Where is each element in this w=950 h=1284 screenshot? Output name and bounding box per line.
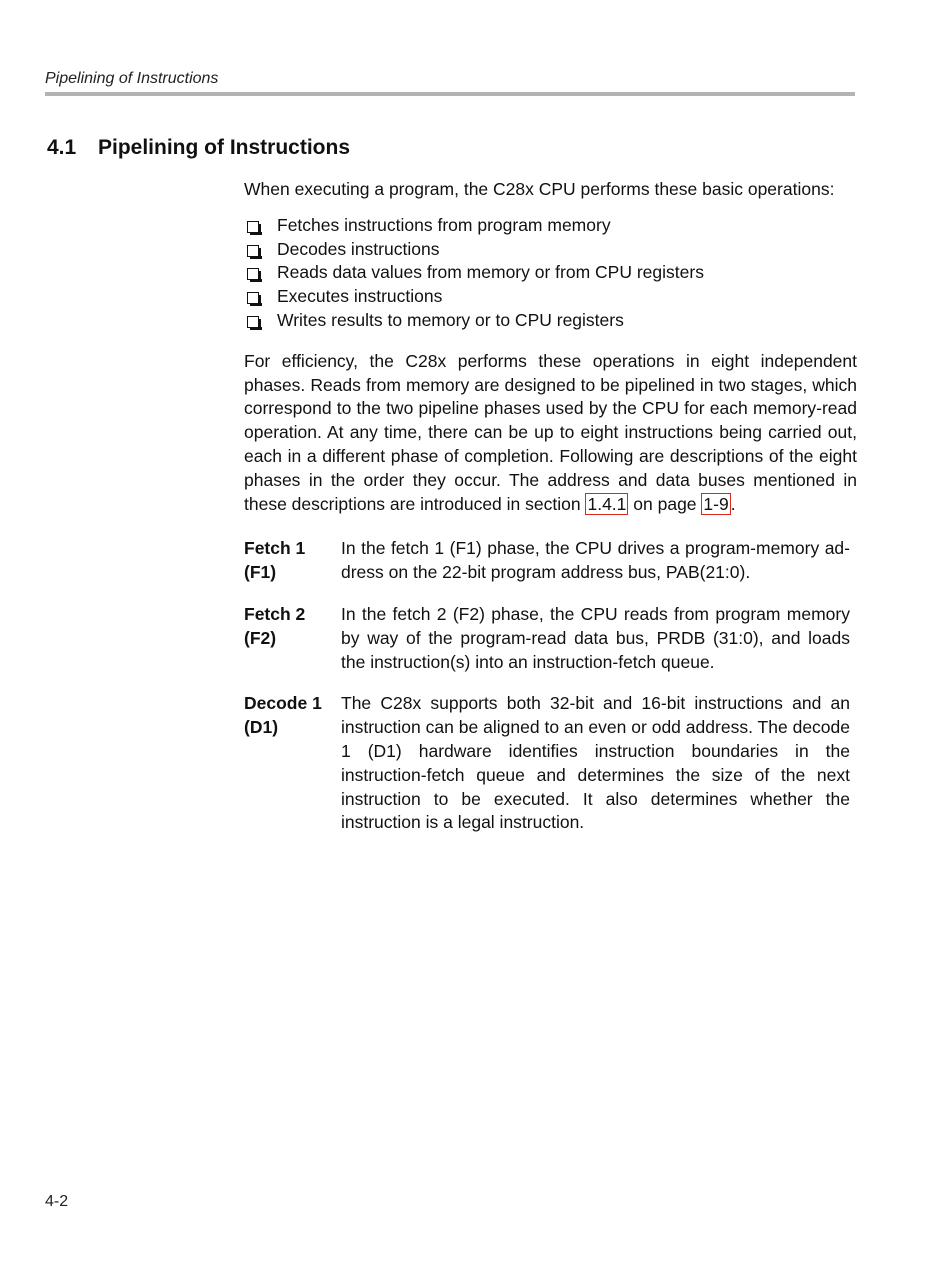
list-item-text: Reads data values from memory or from CPU registers	[277, 262, 704, 283]
phase-term-name: Fetch 2	[244, 603, 306, 624]
list-item-text: Executes instructions	[277, 286, 443, 307]
phase-description: The C28x supports both 32-bit and 16-bit instructions and an instruction can be aligned to an even or odd address. The decode 1 (D1) hardware identifies instruction boundaries in the instruction-fetch queue and determines the size of the next instruction to be executed. It also determines whether the instruction is a legal instruction.	[341, 693, 850, 833]
phase-term	[244, 603, 341, 674]
section-number: 4.1	[47, 136, 77, 159]
checkbox-bullet-icon	[247, 245, 259, 257]
phase-entry-fetch-2	[244, 603, 857, 674]
phase-entry-decode-1	[244, 692, 857, 835]
phase-term-name: Decode 1	[244, 693, 322, 714]
phase-term-abbrev: (F2)	[244, 627, 277, 648]
paragraph-end: .	[730, 493, 736, 514]
list-item	[244, 261, 857, 285]
section-body	[244, 178, 857, 835]
list-item	[244, 285, 857, 309]
checkbox-bullet-icon	[247, 316, 259, 328]
phase-entry-fetch-1	[244, 537, 857, 585]
phase-description: In the fetch 2 (F2) phase, the CPU reads from program memory by way of the program-read data bus, PRDB (31:0), and loads the instruction(s) into an instruction-fetch queue.	[341, 603, 850, 672]
paragraph-middle: on page	[633, 493, 697, 514]
operations-list	[244, 214, 857, 333]
page-number: 4-2	[45, 1193, 69, 1210]
section-title: Pipelining of Instructions	[98, 136, 350, 159]
efficiency-paragraph	[244, 350, 857, 517]
checkbox-bullet-icon	[247, 268, 259, 280]
header-rule	[45, 92, 855, 96]
checkbox-bullet-icon	[247, 292, 259, 304]
section-heading	[47, 136, 350, 160]
phase-term	[244, 537, 341, 585]
list-item	[244, 214, 857, 238]
section-link[interactable]: 1.4.1	[587, 493, 627, 514]
list-item-text: Writes results to memory or to CPU registers	[277, 309, 624, 330]
list-item	[244, 238, 857, 262]
phase-term-name: Fetch 1	[244, 538, 306, 559]
phase-term-abbrev: (D1)	[244, 717, 279, 738]
phase-term	[244, 692, 341, 835]
list-item	[244, 309, 857, 333]
checkbox-bullet-icon	[247, 221, 259, 233]
intro-text: When executing a program, the C28x CPU performs these basic operations:	[244, 179, 835, 199]
phase-term-abbrev: (F1)	[244, 562, 277, 583]
page-link[interactable]: 1-9	[703, 493, 729, 514]
list-item-text: Fetches instructions from program memory	[277, 214, 611, 235]
list-item-text: Decodes instructions	[277, 238, 440, 259]
paragraph-text: For efficiency, the C28x performs these operations in eight independent phases. Reads from memory are designed to be pipelined in two stages, which correspond to the two pipeline phases used by the CPU for each memory-read operation. At any time, there can be up to eight instructions being carried out, each in a different phase of completion. Following are descriptions of the eight phases in the order they occur. The address and data buses mentioned in these descriptions are introduced in section	[244, 350, 857, 514]
running-header: Pipelining of Instructions	[45, 70, 219, 87]
phase-description: In the fetch 1 (F1) phase, the CPU drives a program-memory ad-dress on the 22-bit program address bus, PAB(21:0).	[341, 538, 850, 583]
